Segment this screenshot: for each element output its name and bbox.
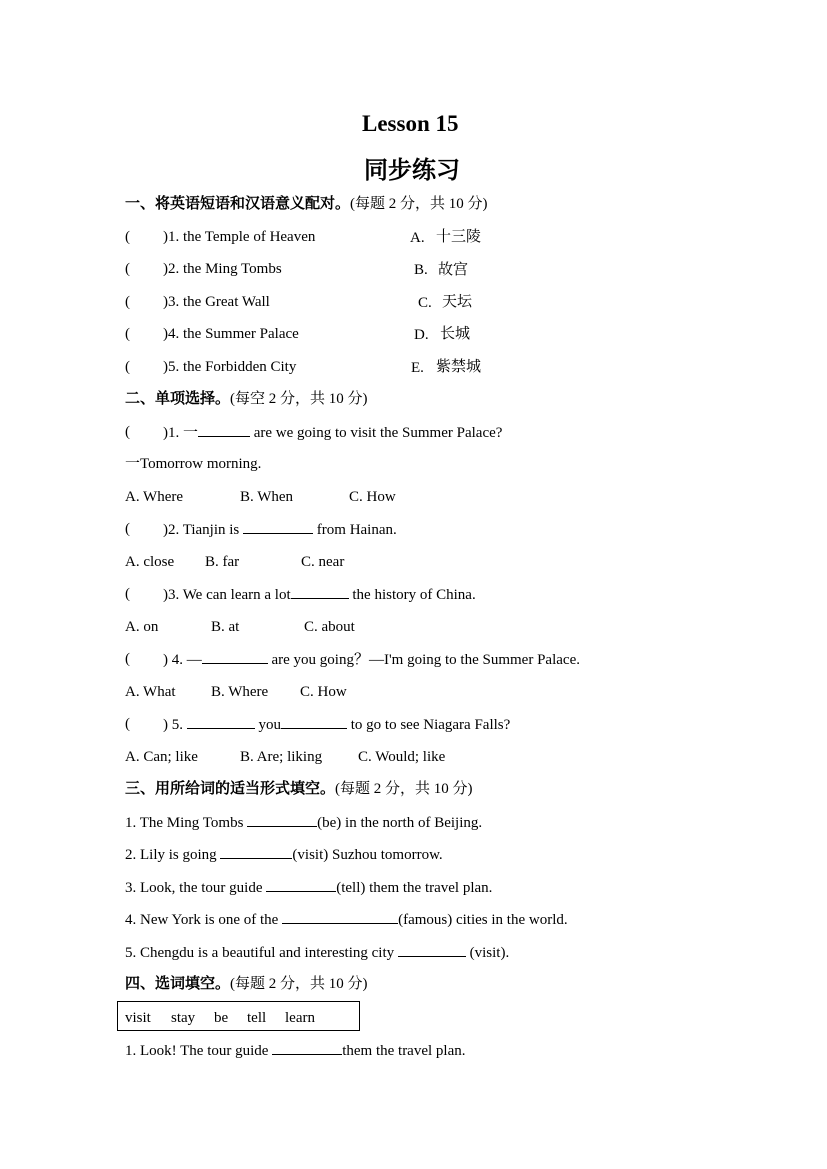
chinese-meaning: 十三陵 [436, 227, 482, 245]
section3-heading [125, 778, 473, 799]
fill-item-hint: (famous) cities in the world. [398, 912, 568, 928]
section4-heading [125, 973, 368, 994]
number: )4. [163, 326, 180, 342]
chinese-meaning: 天坛 [442, 292, 473, 310]
word-bank-item: tell [247, 1010, 267, 1026]
question-number [163, 227, 315, 247]
fill-item-rest: them the travel plan. [342, 1043, 466, 1059]
option-c: C. How [300, 684, 347, 700]
option-b: B. Where [211, 684, 269, 700]
question-number: )2. Tianjin is [163, 522, 244, 538]
question-text [163, 649, 580, 670]
page-subtitle: 同步练习 [364, 155, 460, 184]
option-c: C. near [301, 554, 345, 570]
option-c: C. about [304, 619, 355, 635]
fill-item [125, 812, 482, 833]
english-phrase: the Ming Tombs [183, 261, 282, 277]
question-number: )3. We can learn a lot [163, 587, 291, 603]
option-c: C. Would; like [358, 749, 446, 765]
option-a: A. Can; like [125, 749, 198, 765]
word-bank-item: visit [125, 1010, 151, 1026]
fill-item [125, 909, 568, 930]
answer-blank [291, 584, 349, 599]
answer-paren-open: ( [125, 261, 130, 277]
answer-paren-open: ( [125, 424, 130, 440]
fill-item-text: 1. Look! The tour guide [125, 1043, 273, 1059]
chinese-meaning: 长城 [440, 324, 471, 342]
number: )1. [163, 229, 180, 245]
fill-item-text: 2. Lily is going [125, 847, 221, 863]
option-letter: C. [418, 295, 432, 311]
word-bank-item: be [214, 1010, 229, 1026]
answer-blank [202, 649, 268, 664]
section4-title: 四、选词填空。 [125, 974, 231, 992]
word-bank-item: stay [171, 1010, 196, 1026]
section2-heading [125, 388, 368, 409]
option-c: C. How [349, 489, 396, 505]
fill-item [125, 942, 509, 963]
fill-item [125, 877, 492, 898]
option-a: A. close [125, 554, 175, 570]
section4-score: (每题 2 分，共 10 分) [230, 976, 368, 992]
fill-item-text: 5. Chengdu is a beautiful and interesting city [125, 945, 398, 961]
section2-title: 二、单项选择。 [125, 389, 231, 407]
answer-blank [266, 877, 336, 892]
fill-item-text: 3. Look, the tour guide [125, 880, 267, 896]
option-b: B. far [205, 554, 240, 570]
question-number: )1. 一 [163, 425, 198, 441]
answer-blank [220, 844, 292, 859]
section1-heading [125, 193, 488, 214]
section3-score: (每题 2 分，共 10 分) [335, 781, 473, 797]
answer-line: 一Tomorrow morning. [125, 456, 262, 472]
fill-item [125, 844, 443, 865]
section2-score: (每空 2 分，共 10 分) [230, 391, 368, 407]
chinese-meaning: 紫禁城 [436, 357, 482, 375]
word-bank [117, 1001, 360, 1031]
question-number [163, 259, 282, 279]
option-b: B. at [211, 619, 240, 635]
option-a: A. Where [125, 489, 184, 505]
fill-item-text: 4. New York is one of the [125, 912, 283, 928]
english-phrase: the Forbidden City [183, 359, 297, 375]
answer-paren-open: ( [125, 586, 130, 602]
option-b: B. Are; liking [240, 749, 323, 765]
fill-item-text: 1. The Ming Tombs [125, 815, 248, 831]
answer-paren-open: ( [125, 651, 130, 667]
question-number: ) 5. [163, 717, 187, 733]
answer-blank [281, 714, 347, 729]
section1-score: (每题 2 分，共 10 分) [350, 196, 488, 212]
answer-paren-open: ( [125, 521, 130, 537]
option-letter: E. [411, 360, 424, 376]
question-number [163, 324, 299, 344]
question-rest: to go to see Niagara Falls? [347, 717, 511, 733]
answer-paren-open: ( [125, 326, 130, 342]
fill-item [125, 1040, 466, 1061]
answer-blank [272, 1040, 342, 1055]
answer-paren-open: ( [125, 359, 130, 375]
question-number [163, 292, 270, 312]
number: )2. [163, 261, 180, 277]
chinese-meaning: 故宫 [438, 260, 469, 278]
answer-paren-open: ( [125, 229, 130, 245]
answer-paren-open: ( [125, 294, 130, 310]
fill-item-hint: (visit). [465, 945, 510, 961]
answer-blank [247, 812, 317, 827]
answer-blank [282, 909, 398, 924]
section1-title: 一、将英语短语和汉语意义配对。 [125, 194, 351, 212]
number: )3. [163, 294, 180, 310]
answer-blank [198, 422, 250, 437]
english-phrase: the Temple of Heaven [183, 229, 316, 245]
section3-title: 三、用所给词的适当形式填空。 [125, 779, 336, 797]
number: )5. [163, 359, 180, 375]
question-rest: are you going？—I'm going to the Summer Palace. [267, 652, 580, 668]
option-a: A. on [125, 619, 159, 635]
question-number [163, 357, 296, 377]
option-a: A. What [125, 684, 176, 700]
question-text [163, 519, 397, 540]
english-phrase: the Great Wall [183, 294, 270, 310]
fill-item-hint: (be) in the north of Beijing. [317, 815, 483, 831]
question-number: ) 4. — [163, 652, 202, 668]
answer-blank [243, 519, 313, 534]
question-text [163, 584, 476, 605]
option-letter: A. [410, 230, 425, 246]
word-bank-item: learn [285, 1010, 315, 1026]
question-text [163, 422, 502, 443]
question-rest: from Hainan. [313, 522, 397, 538]
page-title: Lesson 15 [362, 111, 459, 136]
answer-paren-open: ( [125, 716, 130, 732]
option-b: B. When [240, 489, 294, 505]
english-phrase: the Summer Palace [183, 326, 299, 342]
answer-blank [187, 714, 255, 729]
question-rest: are we going to visit the Summer Palace? [250, 425, 503, 441]
fill-item-hint: (visit) Suzhou tomorrow. [292, 847, 443, 863]
answer-blank [398, 942, 466, 957]
question-rest: the history of China. [348, 587, 476, 603]
option-letter: D. [414, 327, 429, 343]
option-letter: B. [414, 262, 428, 278]
question-text [163, 714, 510, 735]
fill-item-hint: (tell) them the travel plan. [336, 880, 493, 896]
question-mid: you [254, 717, 281, 733]
